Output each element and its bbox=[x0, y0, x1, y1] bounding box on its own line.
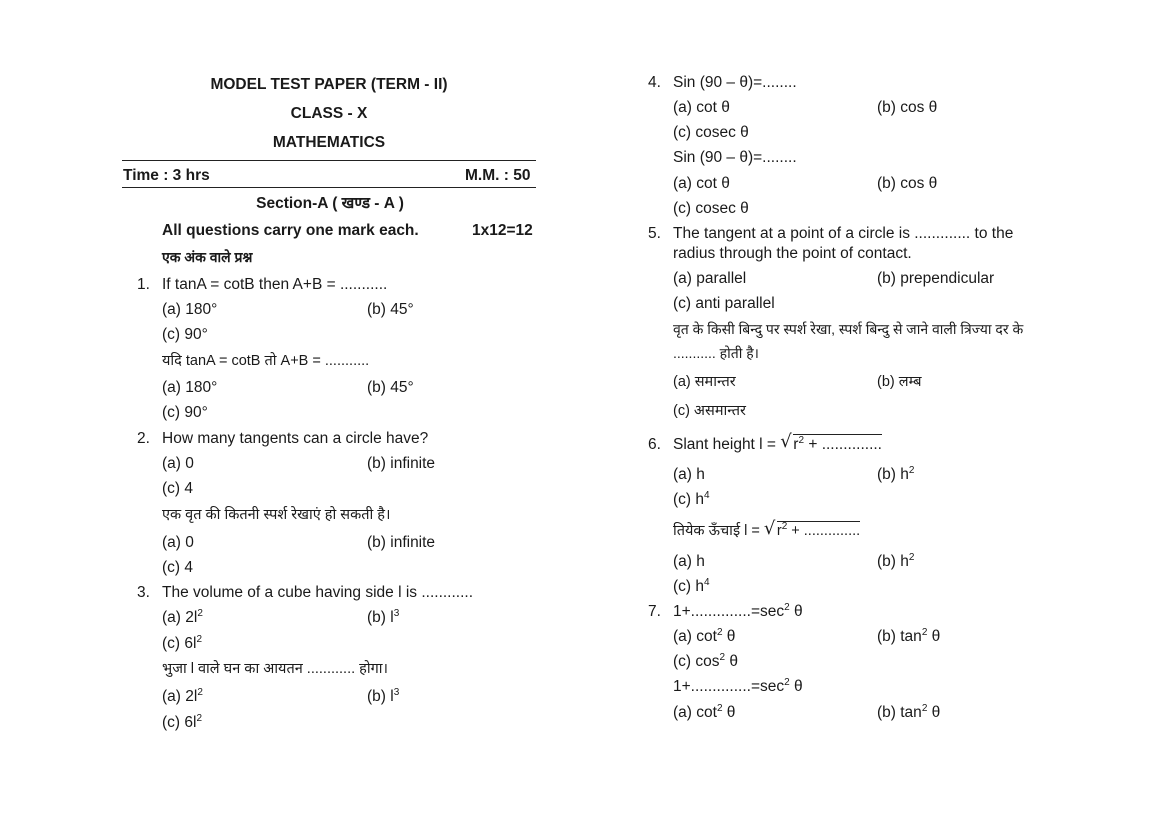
question-3-option-c: (c) $6l^2$ bbox=[162, 633, 203, 652]
question-4-option-b: (b) cos θ bbox=[877, 99, 938, 116]
question-4-option-c: (c) cosec θ bbox=[673, 124, 749, 141]
question-2-option-c: (c) 4 bbox=[162, 480, 193, 497]
question-6-option-b-hindi: (b) $h^2$ bbox=[877, 551, 915, 570]
question-number: 2. bbox=[137, 430, 150, 447]
section-marks: 1x12=12 bbox=[472, 222, 533, 239]
question-5-text: The tangent at a point of a circle is ............. to the bbox=[673, 225, 1014, 242]
question-4-option-a: (a) cot θ bbox=[673, 99, 730, 116]
question-2-option-c-hindi: (c) 4 bbox=[162, 559, 193, 576]
question-3-option-c-hindi: (c) $6l^2$ bbox=[162, 712, 203, 731]
question-number: 1. bbox=[137, 276, 150, 293]
question-1-option-c-hindi: (c) 90° bbox=[162, 404, 208, 421]
question-number: 7. bbox=[648, 603, 661, 620]
question-2-option-b-hindi: (b) infinite bbox=[367, 534, 436, 551]
question-number: 6. bbox=[648, 436, 661, 453]
question-6-option-c: (c) $h^4$ bbox=[673, 489, 710, 508]
divider-bottom bbox=[122, 187, 536, 188]
question-1-option-a-hindi: (a) 180° bbox=[162, 379, 218, 396]
question-number: 4. bbox=[648, 74, 661, 91]
question-3-text: The volume of a cube having side l is ............ bbox=[162, 584, 474, 601]
question-5-option-a: (a) parallel bbox=[673, 270, 747, 287]
subject-label: MATHEMATICS bbox=[272, 134, 386, 151]
question-1-option-b: (b) 45° bbox=[367, 301, 414, 318]
question-1-text: If tanA = cotB then A+B = ........... bbox=[162, 276, 388, 293]
question-5-option-c-hindi: (c) असमान्तर bbox=[673, 403, 746, 419]
question-3-text-hindi: भुजा l वाले घन का आयतन ............ होगा। bbox=[162, 661, 389, 677]
question-6-option-c-hindi: (c) $h^4$ bbox=[673, 576, 710, 595]
class-label: CLASS - X bbox=[290, 105, 368, 122]
question-5-option-b-hindi: (b) लम्ब bbox=[877, 374, 922, 390]
question-5-text-hindi: वृत के किसी बिन्दु पर स्पर्श रेखा, स्पर्श बिन्दु से जाने वाली त्रिज्या दर के bbox=[673, 321, 1024, 337]
divider-top bbox=[122, 160, 536, 161]
question-3-option-a: (a) $2l^2$ bbox=[162, 607, 203, 626]
question-2-option-b: (b) infinite bbox=[367, 455, 436, 472]
question-4-option-c-hindi: (c) cosec θ bbox=[673, 200, 749, 217]
question-number: 3. bbox=[137, 584, 150, 601]
paper-title: MODEL TEST PAPER (TERM - II) bbox=[210, 76, 448, 93]
question-6-option-a-hindi: (a) h bbox=[673, 553, 705, 570]
question-1-option-b-hindi: (b) 45° bbox=[367, 379, 414, 396]
question-5-option-a-hindi: (a) समान्तर bbox=[673, 374, 736, 390]
question-2-text: How many tangents can a circle have? bbox=[162, 430, 429, 447]
question-5-text-line2: radius through the point of contact. bbox=[673, 245, 912, 262]
question-7-option-a-hindi: (a) $\cot^2 \theta$ bbox=[673, 702, 736, 721]
question-number: 5. bbox=[648, 225, 661, 242]
question-3-option-b-hindi: (b) $l^3$ bbox=[367, 686, 400, 705]
question-6-option-b: (b) $h^2$ bbox=[877, 464, 915, 483]
question-4-text: Sin (90 – θ)=........ bbox=[673, 74, 797, 91]
question-6-text: Slant height l = √ $r^2$ + .............. bbox=[673, 437, 882, 453]
square-root-sign: √ $r^2$ + .............. bbox=[780, 436, 882, 453]
question-7-option-b-hindi: (b) $\tan^2 \theta$ bbox=[877, 702, 941, 721]
question-2-text-hindi: एक वृत की कितनी स्पर्श रेखाएं हो सकती है। bbox=[162, 507, 391, 523]
question-1-option-a: (a) 180° bbox=[162, 301, 218, 318]
question-1-option-c: (c) 90° bbox=[162, 326, 208, 343]
question-5-option-c: (c) anti parallel bbox=[673, 295, 775, 312]
question-6-text-hindi: तियेक ऊँचाई l = √ $r^2$ + .............. bbox=[673, 524, 860, 539]
question-6-option-a: (a) h bbox=[673, 466, 705, 483]
question-7-option-a: (a) $\cot^2 \theta$ bbox=[673, 626, 736, 645]
square-root-sign: √ $r^2$ + .............. bbox=[764, 523, 860, 539]
question-3-option-b: (b) $l^3$ bbox=[367, 607, 400, 626]
marks-label: M.M. : 50 bbox=[465, 167, 531, 184]
question-5-option-b: (b) prependicular bbox=[877, 270, 995, 287]
question-2-option-a-hindi: (a) 0 bbox=[162, 534, 194, 551]
question-1-text-hindi: यदि tanA = cotB तो A+B = ........... bbox=[162, 353, 370, 369]
section-title: Section-A ( खण्ड - A ) bbox=[256, 195, 404, 212]
section-instruction: All questions carry one mark each. bbox=[162, 222, 419, 239]
question-4-text-hindi: Sin (90 – θ)=........ bbox=[673, 149, 797, 166]
question-7-text: $1+..............=\sec^2$ θ bbox=[673, 601, 803, 620]
question-4-option-a-hindi: (a) cot θ bbox=[673, 175, 730, 192]
question-7-option-b: (b) $\tan^2 \theta$ bbox=[877, 626, 941, 645]
question-3-option-a-hindi: (a) $2l^2$ bbox=[162, 686, 203, 705]
time-label: Time : 3 hrs bbox=[123, 167, 210, 184]
question-7-text-hindi: $1+..............=\sec^2$ θ bbox=[673, 676, 803, 695]
question-4-option-b-hindi: (b) cos θ bbox=[877, 175, 938, 192]
question-5-text-hindi-line2: ........... होती है। bbox=[673, 345, 759, 361]
section-instruction-hindi: एक अंक वाले प्रश्न bbox=[162, 249, 253, 265]
question-7-option-c: (c) $\cos^2 \theta$ bbox=[673, 651, 738, 670]
question-2-option-a: (a) 0 bbox=[162, 455, 194, 472]
